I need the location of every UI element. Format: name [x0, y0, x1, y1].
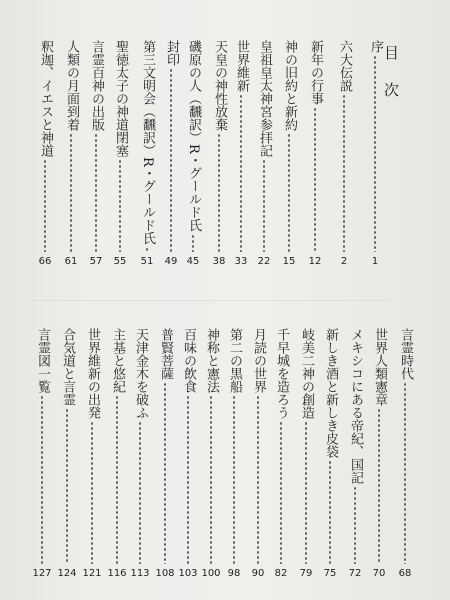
toc-entry-page: 121 — [82, 568, 102, 579]
toc-entry-page: 33 — [234, 256, 248, 267]
dot-leader — [378, 408, 380, 564]
toc-entry-title: 第二の黒船 — [227, 328, 242, 393]
toc-entry-title: 釈迦、イエスと神道 — [38, 40, 53, 157]
toc-entry — [57, 328, 77, 580]
toc-entry-title: 天津金木を破ふ — [133, 328, 148, 419]
toc-entry — [305, 40, 325, 268]
dot-leader — [288, 133, 290, 252]
toc-entry-title: 合気道と言霊 — [60, 328, 75, 406]
toc-entry-title: 言霊時代 — [398, 328, 413, 380]
toc-entry-title: 新しき酒と新しき皮袋 — [323, 328, 338, 458]
dot-leader — [44, 159, 46, 252]
toc-entry-page: 72 — [348, 568, 362, 579]
toc-entry — [209, 40, 229, 268]
toc-entry — [296, 328, 316, 580]
toc-entry-title: 聖徳太子の神道閉塞 — [113, 40, 128, 157]
toc-entry-page: 70 — [372, 568, 386, 579]
block-divider — [30, 300, 390, 301]
dot-leader — [280, 421, 282, 564]
toc-entry-title: 普賢菩薩 — [158, 328, 173, 380]
toc-entry-page: 2 — [340, 256, 348, 267]
toc-entry — [110, 40, 130, 268]
toc-entry-page: 75 — [323, 568, 337, 579]
toc-entry — [35, 40, 55, 268]
toc-entry-page: 79 — [299, 568, 313, 579]
dot-leader — [233, 395, 235, 564]
toc-entry-page: 100 — [201, 568, 221, 579]
toc-entry-title: 千早城を造ろう — [274, 328, 289, 419]
toc-entry-page: 38 — [212, 256, 226, 267]
toc-entry-page: 51 — [140, 256, 154, 267]
toc-entry-page: 49 — [164, 256, 178, 267]
dot-leader — [170, 68, 172, 252]
toc-entry-title: 百味の飲食 — [181, 328, 196, 393]
toc-entry — [369, 328, 389, 580]
toc-entry — [178, 328, 198, 580]
toc-entry-title: 神の旧約と新約 — [282, 40, 297, 131]
dot-leader — [210, 395, 212, 564]
dot-leader — [139, 421, 141, 564]
toc-entry-title: 岐美二神の創造 — [299, 328, 314, 419]
dot-leader — [218, 133, 220, 252]
toc-heading: 目次 — [382, 45, 400, 119]
dot-leader — [263, 159, 265, 252]
dot-leader — [314, 107, 316, 252]
toc-entry-page: 68 — [398, 568, 412, 579]
toc-entry — [224, 328, 244, 580]
dot-leader — [187, 395, 189, 564]
toc-entry-title: 世界維新 — [234, 40, 249, 92]
dot-leader — [374, 55, 376, 252]
toc-entry-page: 113 — [130, 568, 150, 579]
toc-entry-title: 言霊図一覧 — [35, 328, 50, 393]
toc-entry — [395, 328, 415, 580]
toc-entry-title: 封印 — [164, 40, 179, 66]
toc-entry-title: 序 — [368, 40, 383, 53]
toc-entry-title: メキシコにある帝紀、国記 — [348, 328, 363, 484]
toc-entry-page: 55 — [113, 256, 127, 267]
dot-leader — [240, 94, 242, 252]
toc-entry-title: 人類の月面到着 — [64, 40, 79, 131]
toc-entry — [155, 328, 175, 580]
toc-entry-page: 15 — [282, 256, 296, 267]
toc-entry-page: 103 — [178, 568, 198, 579]
toc-entry — [320, 328, 340, 580]
dot-leader — [91, 421, 93, 564]
toc-entry-title: 天皇の神性放棄 — [212, 40, 227, 131]
toc-entry-page: 124 — [57, 568, 77, 579]
toc-entry-page: 57 — [89, 256, 103, 267]
dot-leader — [116, 395, 118, 564]
toc-entry — [183, 40, 203, 268]
toc-entry — [334, 40, 354, 268]
toc-entry-title: 神称と憲法 — [204, 328, 219, 393]
toc-entry-title: 磯原の人（飜訳）R・グールド氏 — [186, 40, 201, 232]
dot-leader — [404, 382, 406, 564]
toc-entry — [161, 40, 181, 268]
toc-entry-page: 22 — [257, 256, 271, 267]
dot-leader — [95, 133, 97, 252]
dot-leader — [354, 486, 356, 564]
toc-entry-title: 世界維新の出発 — [85, 328, 100, 419]
toc-entry-title: 世界人類憲章 — [372, 328, 387, 406]
toc-entry-page: 116 — [107, 568, 127, 579]
dot-leader — [192, 234, 194, 252]
toc-entry-page: 108 — [155, 568, 175, 579]
toc-entry-page: 127 — [32, 568, 52, 579]
dot-leader — [164, 382, 166, 564]
dot-leader — [41, 395, 43, 564]
toc-entry — [365, 40, 385, 268]
toc-entry — [86, 40, 106, 268]
toc-entry-page: 66 — [38, 256, 52, 267]
toc-entry — [137, 40, 157, 268]
toc-entry-page: 61 — [64, 256, 78, 267]
toc-entry — [248, 328, 268, 580]
toc-entry — [61, 40, 81, 268]
dot-leader — [70, 133, 72, 252]
toc-entry-title: 言霊百神の出版 — [89, 40, 104, 131]
toc-entry-title: 新年の行事 — [308, 40, 323, 105]
dot-leader — [66, 408, 68, 564]
toc-entry — [201, 328, 221, 580]
toc-entry — [271, 328, 291, 580]
toc-entry-title: 月読の世界 — [251, 328, 266, 393]
toc-entry-page: 1 — [371, 256, 379, 267]
toc-entry — [82, 328, 102, 580]
toc-entry-page: 82 — [274, 568, 288, 579]
dot-leader — [119, 159, 121, 252]
toc-entry — [254, 40, 274, 268]
toc-entry — [345, 328, 365, 580]
dot-leader — [305, 421, 307, 564]
toc-entry-page: 12 — [308, 256, 322, 267]
toc-entry-page: 90 — [251, 568, 265, 579]
toc-entry-title: 第三文明会（飜訳）R・グールド氏 — [140, 40, 155, 245]
dot-leader — [146, 247, 148, 252]
toc-entry — [107, 328, 127, 580]
toc-entry-title: 六大伝説 — [337, 40, 352, 92]
dot-leader — [329, 460, 331, 564]
toc-entry — [279, 40, 299, 268]
dot-leader — [343, 94, 345, 252]
dot-leader — [257, 395, 259, 564]
toc-entry-title: 皇祖皇太神宮参拝記 — [257, 40, 272, 157]
toc-entry — [130, 328, 150, 580]
toc-entry-page: 45 — [186, 256, 200, 267]
toc-entry — [231, 40, 251, 268]
toc-entry-title: 主基と悠紀 — [110, 328, 125, 393]
toc-entry — [32, 328, 52, 580]
toc-entry-page: 98 — [227, 568, 241, 579]
